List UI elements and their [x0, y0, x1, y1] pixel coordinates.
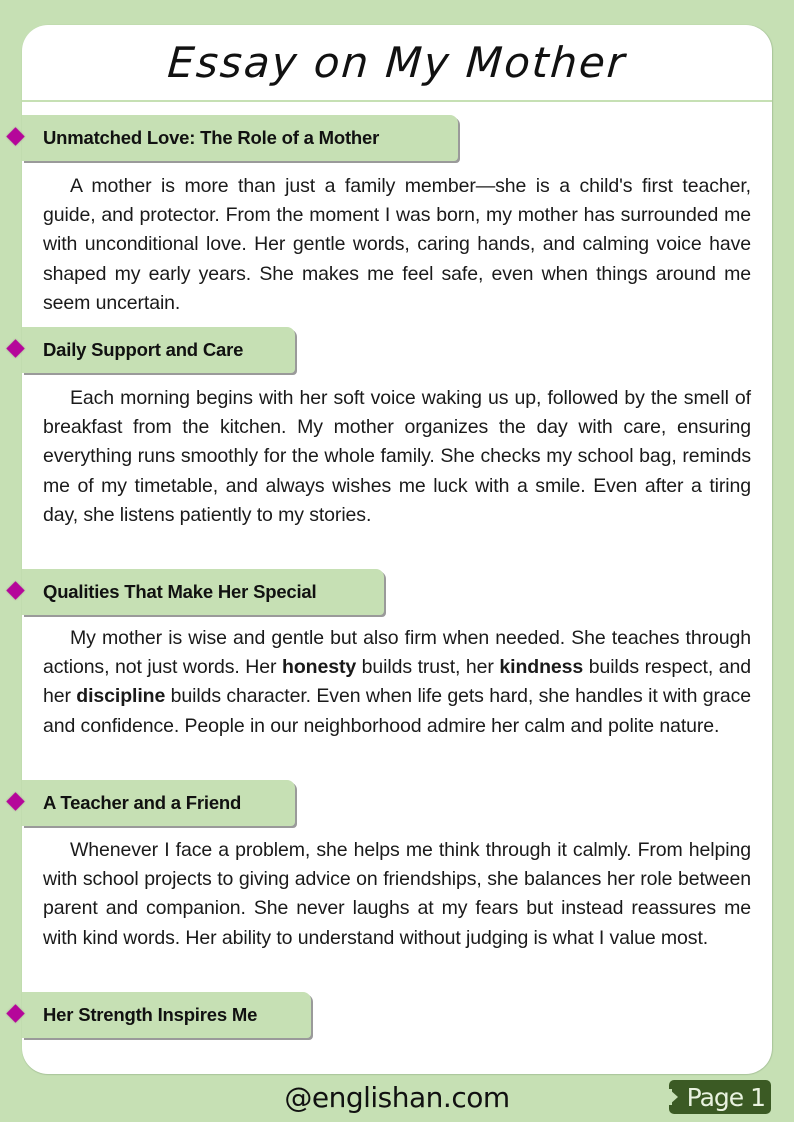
page-label: Page 1 — [686, 1082, 765, 1112]
page-title: Essay on My Mother — [166, 38, 628, 87]
paragraph-text: Each morning begins with her soft voice waking us up, followed by the smell of breakfast from the kitchen. My mother organizes the day with care, ensuring everything runs smoothly for the whole family. She checks my school bag, reminds me of my timetable, and always wishes me luck with a smile. Even after a tiring day, she listens patiently to my stories. — [43, 387, 751, 526]
paragraph-text: builds trust, her — [356, 656, 500, 679]
section-heading-unmatched-love — [22, 115, 458, 161]
section-heading-daily-support — [22, 327, 295, 373]
paragraph-text: Whenever I face a problem, she helps me think through it calmly. From helping with school projects to giving advice on friendships, she balances her role between parent and companion. She never laughs at my fears but instead reassures me with kind words. Her ability to understand without judging is what I value most. — [43, 839, 751, 949]
title-divider — [22, 100, 772, 102]
section-heading-qualities — [22, 569, 384, 615]
section-paragraph — [43, 624, 751, 741]
section-heading-strength — [22, 992, 311, 1038]
paragraph-text: builds character. Even when life gets hard, she handles it with grace and confidence. People in our neighborhood admire her calm and polite nature. — [43, 685, 751, 737]
bold-keyword: discipline — [76, 685, 166, 708]
section-heading-text: Qualities That Make Her Special — [43, 581, 317, 602]
paragraph-text: builds respect, and her — [43, 656, 752, 708]
section-heading-teacher-friend — [22, 780, 295, 826]
chevron-right-icon — [669, 1089, 678, 1105]
section-paragraph — [43, 384, 751, 530]
section-heading-text: Daily Support and Care — [43, 339, 244, 360]
bold-keyword: honesty — [282, 656, 357, 679]
section-paragraph — [43, 836, 751, 953]
paragraph-text: A mother is more than just a family member—she is a child's first teacher, guide, and protector. From the moment I was born, my mother has surrounded me with unconditional love. Her gentle words, caring hands, and calming voice have shaped my early years. She makes me feel safe, even when things around me seem uncertain. — [43, 175, 751, 314]
section-heading-text: Unmatched Love: The Role of a Mother — [43, 127, 380, 148]
page-number-badge — [669, 1080, 771, 1114]
bold-keyword: kindness — [499, 656, 584, 679]
section-heading-text: A Teacher and a Friend — [43, 792, 242, 813]
section-heading-text: Her Strength Inspires Me — [43, 1004, 258, 1025]
section-paragraph — [43, 172, 751, 318]
site-watermark: @englishan.com — [284, 1081, 510, 1114]
paragraph-text: My mother is wise and gentle but also firm when needed. She teaches through actions, not just words. Her — [43, 627, 751, 679]
